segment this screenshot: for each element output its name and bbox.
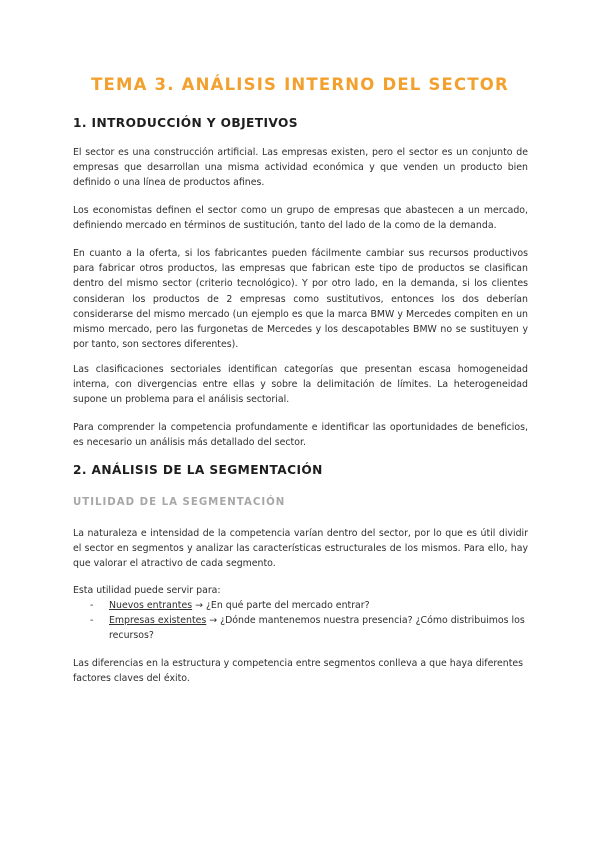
list-item-text: → ¿En qué parte del mercado entrar? [192, 600, 370, 611]
section-2-paragraph-1: La naturaleza e intensidad de la competencia varían dentro del sector, por lo que es útil dividir el sector en segmentos y analizar las características estructurales de los mismos. Para ello, hay que valorar el atractivo de cada segmento. [73, 528, 528, 570]
section-2-subheading: UTILIDAD DE LA SEGMENTACIÓN [73, 497, 286, 508]
section-1-paragraph-2: Los economistas definen el sector como un grupo de empresas que abastecen a un mercado, definiendo mercado en términos de sustitución, tanto del lado de la como de la demanda. [73, 205, 528, 232]
section-2-heading: 2. ANÁLISIS DE LA SEGMENTACIÓN [73, 463, 323, 477]
list-item-term: Empresas existentes [109, 615, 207, 627]
list-dash: - [90, 600, 94, 611]
document-title: TEMA 3. ANÁLISIS INTERNO DEL SECTOR [91, 75, 509, 94]
section-1-paragraph-3: En cuanto a la oferta, si los fabricantes pueden fácilmente cambiar sus recursos productivos para fabricar otros productos, las empresas que fabrican este tipo de productos se clasifican dentro del mismo sector (criterio tecnológico). Y por otro lado, en la demanda, si los clientes consideran los productos de 2 empresas como sustitutivos, entonces los dos deberían considerarse del mismo mercado (un ejemplo es que la marca BMW y Mercedes compiten en un mismo mercado, pero las furgonetas de Mercedes y los descapotables BMW no se sustituyen y por tanto, son sectores diferentes). [73, 248, 528, 351]
section-1-heading: 1. INTRODUCCIÓN Y OBJETIVOS [73, 116, 298, 130]
list-item-text: → ¿Dónde mantenemos nuestra presencia? ¿Cómo distribuimos los recursos? [109, 615, 525, 642]
list-intro: Esta utilidad puede servir para: [73, 585, 221, 596]
section-2-paragraph-2: Las diferencias en la estructura y competencia entre segmentos conlleva a que haya diferentes factores claves del éxito. [73, 658, 524, 685]
utility-list [73, 598, 528, 644]
list-item-term: Nuevos entrantes [109, 600, 193, 611]
section-1-paragraph-1: El sector es una construcción artificial. Las empresas existen, pero el sector es un conjunto de empresas que desarrollan una misma actividad económica y que venden un producto bien definido o una línea de productos afines. [73, 147, 528, 189]
list-item [73, 613, 528, 643]
section-1-paragraph-5: Para comprender la competencia profundamente e identificar las oportunidades de beneficios, es necesario un análisis más detallado del sector. [73, 422, 528, 449]
list-item [73, 598, 528, 613]
section-1-paragraph-4: Las clasificaciones sectoriales identifican categorías que presentan escasa homogeneidad interna, con divergencias entre ellas y sobre la delimitación de límites. La heterogeneidad supone un problema para el análisis sectorial. [73, 364, 528, 406]
list-dash: - [90, 615, 94, 627]
